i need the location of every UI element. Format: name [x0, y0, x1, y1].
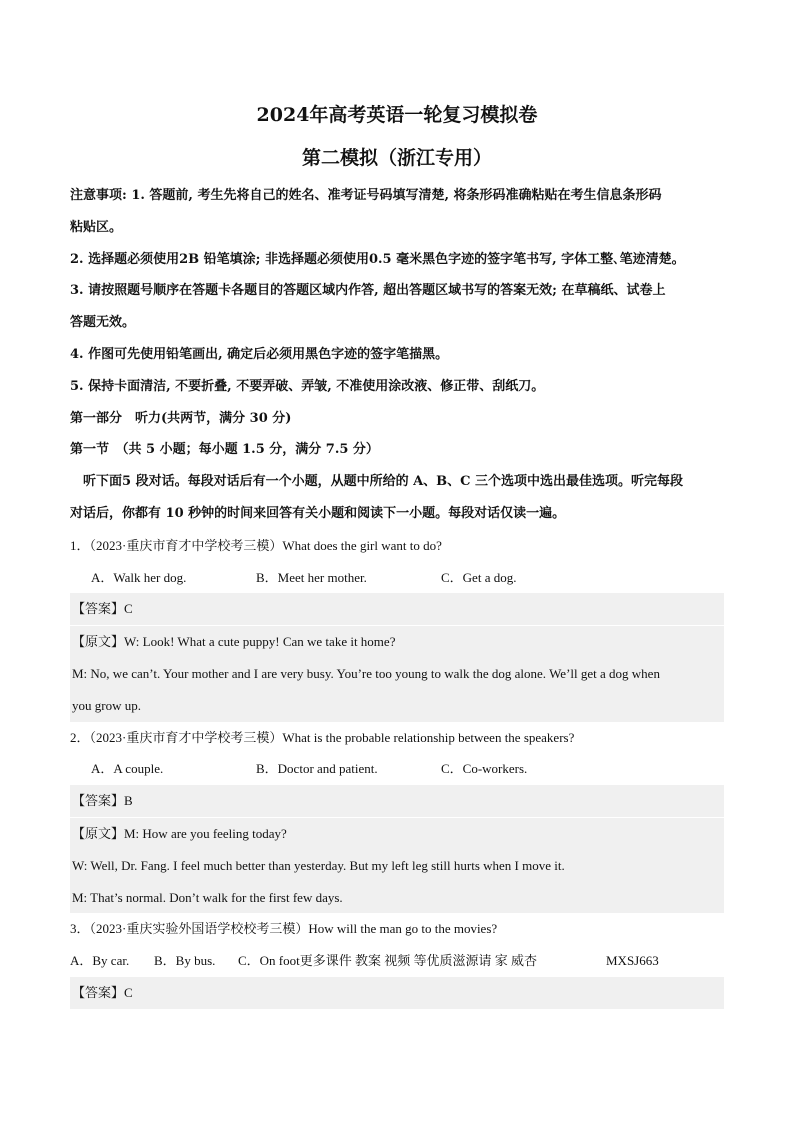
question-1-option-c: C．Get a dog. — [441, 569, 517, 585]
note-5: 5. 保持卡面清洁, 不要折叠, 不要弄破、弄皱, 不准使用涂改液、修正带、刮纸刀。 — [70, 378, 545, 394]
question-3-option-a: A．By car. — [70, 953, 130, 969]
question-1-transcript-1: 【原文】W: Look! What a cute puppy! Can we take it home? — [70, 626, 724, 658]
question-3-options — [70, 945, 724, 977]
question-2-answer: 【答案】B — [70, 785, 724, 817]
question-2-transcript-2: W: Well, Dr. Fang. I feel much better than yesterday. But my left leg still hurts when I move it. — [70, 850, 724, 882]
question-1-options — [70, 562, 724, 594]
note-1b: 粘贴区。 — [70, 219, 123, 235]
instruction-line-2: 对话后，你都有 10 秒钟的时间来回答有关小题和阅读下一小题。每段对话仅读一遍。 — [70, 505, 566, 521]
question-1-answer: 【答案】C — [70, 593, 724, 625]
question-3-stem: 3．（2023·重庆实验外国语学校校考三模）How will the man go to the movies? — [70, 921, 498, 937]
question-2-option-a: A．A couple. — [91, 761, 164, 777]
instruction-line-1: 听下面5 段对话。每段对话后有一个小题，从题中所给的 A、B、C 三个选项中选出最佳选项。听完每段 — [70, 474, 684, 490]
document-body — [70, 180, 724, 1009]
question-3-code: MXSJ663 — [606, 953, 659, 969]
question-2-transcript-3: M: That’s normal. Don’t walk for the first few days. — [70, 882, 724, 914]
question-2-option-c: C．Co-workers. — [441, 761, 528, 777]
note-3a: 3. 请按照题号顺序在答题卡各题目的答题区域内作答, 超出答题区域书写的答案无效; 在草稿纸、试卷上 — [70, 283, 666, 299]
question-2-stem: 2．（2023·重庆市育才中学校考三模）What is the probable relationship between the speakers? — [70, 729, 575, 745]
question-1-stem: 1．（2023·重庆市育才中学校考三模）What does the girl want to do? — [70, 537, 442, 553]
question-1-transcript-3: you grow up. — [70, 690, 724, 722]
note-3b: 答题无效。 — [70, 315, 136, 331]
question-1-option-b: B．Meet her mother. — [256, 569, 367, 585]
note-1a: 注意事项: 1. 答题前, 考生先将自己的姓名、准考证号码填写清楚, 将条形码准确粘贴在考生信息条形码 — [70, 188, 662, 203]
question-1-transcript-2: M: No, we can’t. Your mother and I are very busy. You’re too young to walk the dog alone. We’ll get a dog when — [70, 658, 724, 690]
question-1-option-a: A．Walk her dog. — [91, 569, 187, 585]
part-heading: 第一部分 听力(共两节，满分 30 分) — [70, 410, 292, 426]
section-heading: 第一节 （共 5 小题；每小题 1.5 分，满分 7.5 分） — [70, 442, 379, 458]
note-2: 2. 选择题必须使用2B 铅笔填涂; 非选择题必须使用0.5 毫米黑色字迹的签字笔书写, 字体工整､笔迹清楚。 — [70, 251, 685, 267]
question-2-options — [70, 753, 724, 785]
document-title: 2024年高考英语一轮复习模拟卷 — [256, 104, 538, 126]
document-subtitle: 第二模拟（浙江专用） — [301, 147, 492, 169]
question-3-option-b: B．By bus. — [154, 953, 216, 969]
note-4: 4. 作图可先使用铅笔画出, 确定后必须用黑色字迹的签字笔描黑。 — [70, 346, 449, 362]
question-2-transcript-1: 【原文】M: How are you feeling today? — [70, 818, 724, 850]
question-3-answer: 【答案】C — [70, 977, 724, 1009]
question-2-option-b: B．Doctor and patient. — [256, 761, 378, 777]
question-3-option-c: C．On foot更多课件 教案 视频 等优质滋源请 家 威杏 — [238, 953, 538, 969]
